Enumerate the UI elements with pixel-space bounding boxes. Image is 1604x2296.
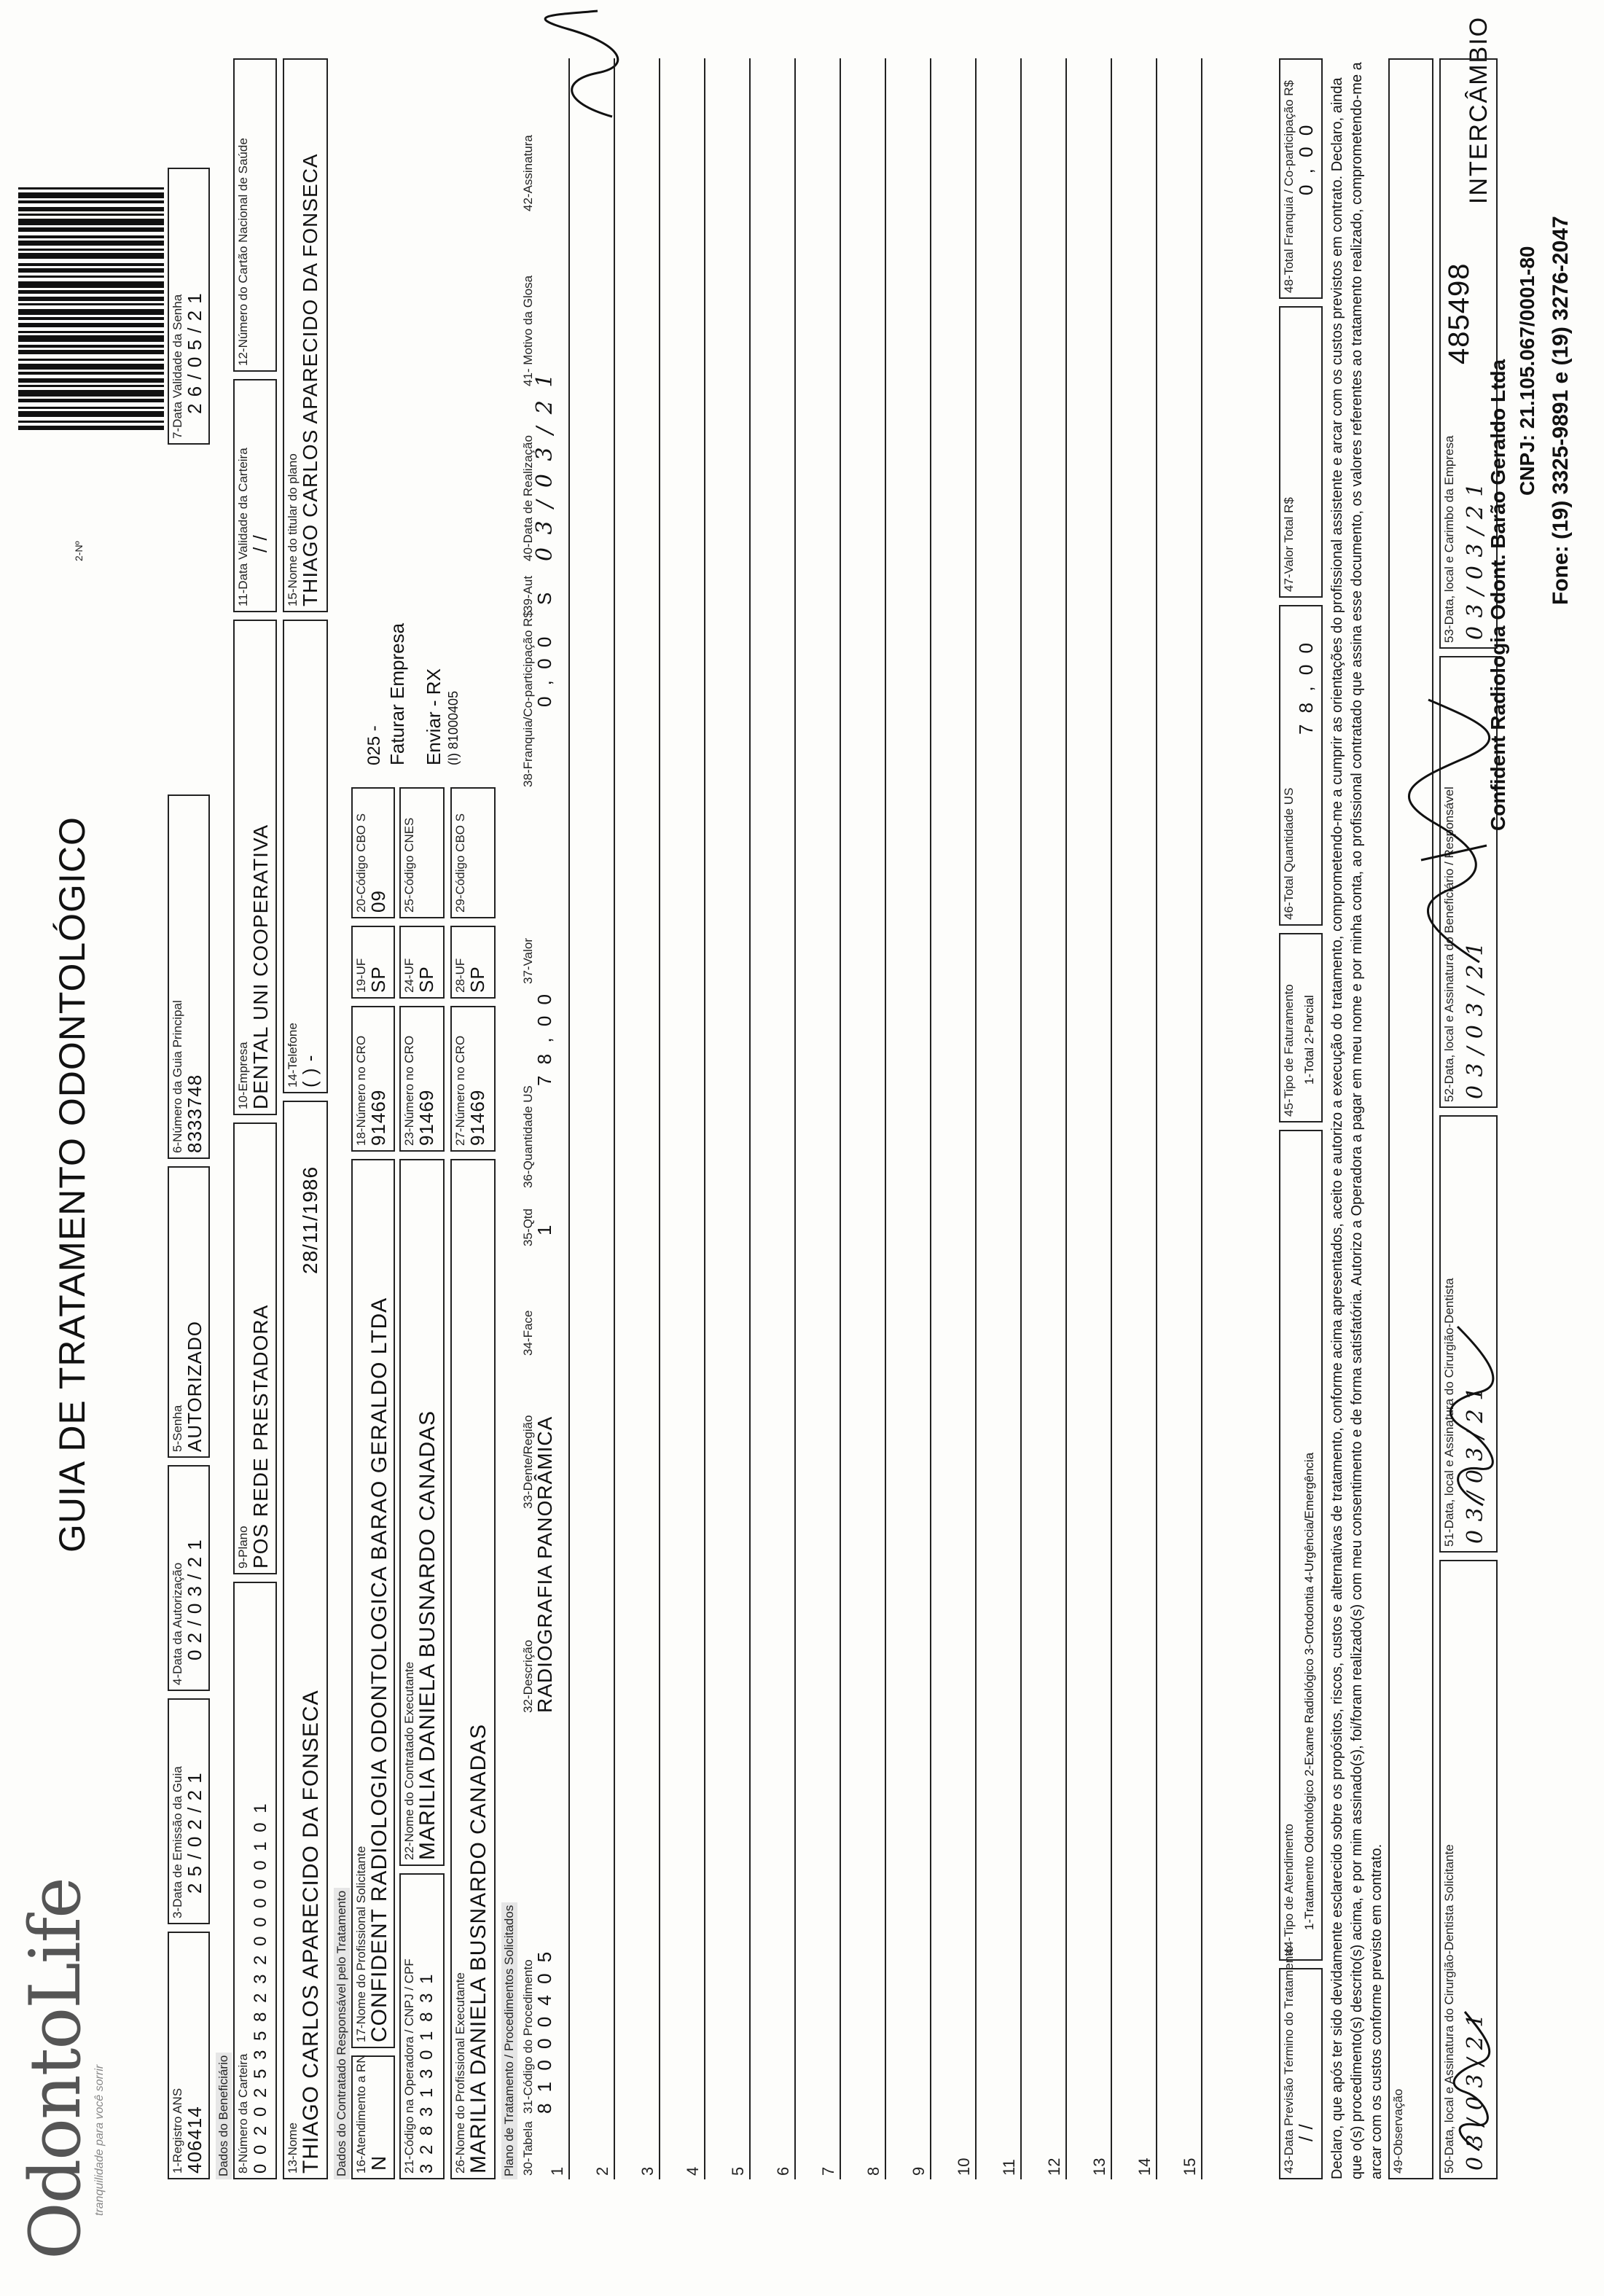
field-26-box: 26-Nome do Profissional Executante MARILIA DANIELA BUSNARDO CANADAS [450, 1159, 496, 2179]
row-number: 7 [819, 2166, 837, 2176]
th-assinatura: 42-Assinatura [521, 135, 535, 211]
end-forecast: / / [1295, 2123, 1317, 2141]
logo-tagline: tranquilidade para você sorrir [93, 2064, 106, 2216]
row1-franchise: 0 , 0 0 [533, 633, 555, 707]
table-row [794, 58, 796, 2179]
cro-professional: 91469 [466, 1089, 488, 1146]
field-50-box: 50-Data, local e Assinatura do Cirurgião-Dentista Solicitante 0 3 / 0 3 / 2 1 [1439, 1560, 1498, 2179]
billing-type-options: 1-Total 2-Parcial [1302, 995, 1316, 1085]
plan-holder-name: THIAGO CARLOS APARECIDO DA FONSECA [299, 153, 321, 606]
field-27-box: 27-Número no CRO 91469 [450, 1006, 496, 1152]
row1-code: 8 1 0 0 0 4 0 5 [533, 1948, 555, 2114]
form-title: GUIA DE TRATAMENTO ODONTOLÓGICO [52, 816, 93, 1553]
note-send: Enviar - RX [423, 668, 445, 765]
table-row [704, 58, 705, 2179]
field-44-box: 44-Tipo de Atendimento 1-Tratamento Odontológico 2-Exame Radiológico 3-Ortodontia 4-Urgência/Emergência [1279, 1130, 1323, 1961]
field-9-box: 9-Plano POS REDE PRESTADORA [233, 1122, 277, 1574]
th-face: 34-Face [521, 1310, 535, 1356]
row-number: 13 [1090, 2158, 1108, 2176]
section-treatment-plan: Plano de Tratamento / Procedimentos Solicitados [501, 1902, 517, 2179]
row-number: 10 [955, 2158, 973, 2176]
signature-dentist [1447, 1319, 1498, 1509]
executing-contractor: MARILIA DANIELA BUSNARDO CANADAS [415, 1410, 439, 1860]
row-number: 9 [909, 2166, 928, 2176]
row-number: 1 [548, 2166, 566, 2176]
table-row [1020, 58, 1022, 2179]
row-number: 2 [593, 2166, 611, 2176]
row1-us: 7 8 , 0 0 [533, 991, 555, 1086]
row-number: 12 [1045, 2158, 1063, 2176]
field-18-box: 18-Número no CRO 91469 [351, 1006, 395, 1152]
guide-number-label: 2-Nº [73, 541, 85, 561]
field-12-box: 12-Número do Cartão Nacional de Saúde [233, 58, 277, 372]
field-16-box: 16-Atendimento a RN N [351, 2055, 395, 2179]
field-10-box: 10-Empresa DENTAL UNI COOPERATIVA [233, 620, 277, 1115]
stamp-phone: Fone: (19) 3325-9891 e (19) 3276-2047 [1549, 216, 1573, 605]
attendance-type-options: 1-Tratamento Odontológico 2-Exame Radiológico 3-Ortodontia 4-Urgência/Emergência [1302, 1452, 1316, 1930]
plan: POS REDE PRESTADORA [249, 1304, 272, 1569]
field-7-box: 7-Data Validade da Senha 2 6 / 0 5 / 2 1 [168, 168, 210, 445]
row1-description: RADIOGRAFIA PANORÂMICA [533, 1416, 556, 1713]
th-valor: 37-Valor [521, 938, 535, 984]
table-row [840, 58, 841, 2179]
uf-professional: SP [466, 966, 488, 993]
registro-ans: 406414 [184, 2106, 206, 2174]
newborn-care: N [367, 2155, 390, 2171]
barcode [18, 124, 164, 430]
table-row [975, 58, 977, 2179]
field-20-box: 20-Código CBO S 09 [351, 787, 395, 918]
row-number: 11 [1000, 2159, 1018, 2176]
th-descricao: 32-Descrição [521, 1639, 535, 1713]
cro-contractor: 91469 [415, 1089, 437, 1146]
row-number: 14 [1135, 2158, 1154, 2176]
field-45-box: 45-Tipo de Faturamento 1-Total 2-Parcial [1279, 933, 1323, 1122]
card-validity: / / [249, 534, 271, 552]
th-codigo: 31-Código do Procedimento [521, 1959, 535, 2114]
operator-code: 3 2 8 3 1 3 0 1 8 3 1 [417, 1972, 437, 2174]
field-51-box: 51-Data, local e Assinatura do Cirurgião-Dentista 0 3 / 0 3 / 2 1 [1439, 1115, 1498, 1553]
patient-name: THIAGO CARLOS APARECIDO DA FONSECA [299, 1690, 323, 2174]
table-row [1065, 58, 1067, 2179]
field-24-box: 24-UF SP [399, 926, 445, 999]
cro-requesting: 91469 [367, 1089, 389, 1146]
row-number: 8 [864, 2166, 883, 2176]
field-17-box: 17-Nome do Profissional Solicitante CONFIDENT RADIOLOGIA ODONTOLOGICA BARAO GERALDO LTDA [351, 1159, 395, 2048]
field-29-box: 29-Código CBO S [450, 787, 496, 918]
th-qtd-us: 36-Quantidade US [521, 1085, 535, 1188]
note-billing: Faturar Empresa [386, 622, 408, 765]
authorization-date: 0 2 / 0 3 / 2 1 [184, 1539, 206, 1660]
requesting-professional: CONFIDENT RADIOLOGIA ODONTOLOGICA BARAO GERALDO LTDA [367, 1297, 391, 2042]
issue-date: 2 5 / 0 2 / 2 1 [184, 1772, 206, 1894]
field-4-box: 4-Data da Autorização 0 2 / 0 3 / 2 1 [168, 1465, 210, 1691]
company: DENTAL UNI COOPERATIVA [249, 824, 272, 1109]
row-number: 15 [1181, 2158, 1199, 2176]
row-number: 6 [774, 2166, 792, 2176]
section-contracted: Dados do Contratado Responsável pelo Tratamento [334, 1888, 350, 2179]
odontolife-logo: OdontoLife [15, 1878, 96, 2260]
section-beneficiary: Dados do Beneficiário [216, 2053, 232, 2179]
row-number: 3 [638, 2166, 657, 2176]
table-row [1111, 58, 1112, 2179]
field-15-box: 15-Nome do titular do plano THIAGO CARLOS APARECIDO DA FONSECA [283, 58, 328, 612]
card-number: 0 0 2 0 2 5 3 5 8 2 3 2 0 0 0 0 0 1 0 1 [251, 1801, 270, 2174]
beneficiary-date: 0 3 / 0 3 / 2 1 [1463, 941, 1488, 1099]
signature-row1 [554, 7, 627, 124]
field-5-box: 5-Senha AUTORIZADO [168, 1166, 210, 1458]
field-11-box: 11-Data Validade da Carteira / / [233, 379, 277, 612]
field-1-box: 1-Registro ANS 406414 [168, 1932, 210, 2179]
field-8-box: 8-Número da Carteira 0 0 2 0 2 5 3 5 8 2 3 2 0 0 0 0 0 1 0 1 [233, 1582, 277, 2179]
field-43-box: 43-Data Previsão Término do Tratamento / / [1279, 1968, 1323, 2179]
row1-qty: 1 [533, 1224, 555, 1235]
row-number: 5 [729, 2166, 747, 2176]
declaration-text: Declaro, que após ter sido devidamente esclarecido sobre os propósitos, riscos, custos e alternativas de tratamento, conforme acima apresentados, aceito e autorizo a execução do tratamento, comprometendo-me a cumprir as orientações do profissional assistente e arcar com os custos previstos em contrato. Declaro, ainda que o(s) procedimento(s) descrito(s) acima, e por mim assinado(s), foi/foram realizado(s) com meu consentimento e de forma satisfatória. Autorizo a Operadora a pagar em meu nome e por minha conta, ao profissional contratado que assina esse documento, os valores referentes ao tratamento realizado, comprometendo-me a arcar com os custos conforme previsto em contrato. [1329, 62, 1385, 2179]
table-row [1156, 58, 1157, 2179]
uf-requesting: SP [367, 966, 389, 993]
th-glosa: 41- Motivo da Glosa [521, 275, 535, 386]
table-row [659, 58, 660, 2179]
password: AUTORIZADO [184, 1321, 206, 1452]
guide-number: 485498 [1443, 262, 1475, 364]
field-6-box: 6-Número da Guia Principal 8333748 [168, 794, 210, 1159]
executing-professional: MARILIA DANIELA BUSNARDO CANADAS [466, 1723, 490, 2174]
total-franchise: 0 , 0 0 [1295, 122, 1317, 195]
signature-requesting-dentist [1450, 1997, 1494, 2158]
requesting-dentist-date: 0 3 / 0 3 / 2 1 [1463, 2012, 1488, 2171]
table-row [568, 58, 570, 2179]
th-qtd: 35-Qtd [521, 1208, 535, 1246]
field-19-box: 19-UF SP [351, 926, 395, 999]
table-row [749, 58, 751, 2179]
note-reference: (I) 81000405 [446, 690, 461, 765]
total-us: 7 8 , 0 0 [1295, 640, 1317, 735]
field-28-box: 28-UF SP [450, 926, 496, 999]
field-52-box: 52-Data, local e Assinatura do Beneficiário / Responsável 0 3 / 0 3 / 2 1 [1439, 656, 1498, 1108]
field-13-box: 13-Nome THIAGO CARLOS APARECIDO DA FONSECA 28/11/1986 [283, 1101, 328, 2179]
field-46-box: 46-Total Quantidade US 7 8 , 0 0 [1279, 605, 1323, 926]
field-14-box: 14-Telefone ( ) - [283, 620, 328, 1093]
table-row [885, 58, 886, 2179]
table-row [614, 58, 615, 2179]
th-aut: 39-Aut [521, 575, 535, 612]
table-row [1201, 58, 1202, 2179]
signature-beneficiary [1407, 692, 1494, 969]
cbo-requesting: 09 [367, 890, 389, 913]
field-21-box: 21-Código na Operadora / CNPJ / CPF 3 2 8 3 1 3 0 1 8 3 1 [399, 1873, 445, 2179]
dentist-date: 0 3 / 0 3 / 2 1 [1463, 1386, 1488, 1544]
field-47-box: 47-Valor Total R$ [1279, 306, 1323, 598]
password-validity: 2 6 / 0 5 / 2 1 [184, 292, 206, 414]
th-franquia: 38-Franquia/Co-participação R$ [521, 611, 535, 787]
note-code: 025 - [364, 725, 384, 765]
birth-date: 28/11/1986 [299, 1165, 321, 1274]
th-data: 40-Data de Realização [521, 435, 535, 561]
field-49-box: 49-Observação [1388, 58, 1433, 2179]
field-3-box: 3-Data de Emissão da Guia 2 5 / 0 2 / 2 1 [168, 1698, 210, 1924]
row1-date: 0 3 / 0 3 / 2 1 [532, 370, 558, 561]
guide-type: INTERCÂMBIO [1465, 15, 1492, 204]
row1-aut: S [533, 591, 555, 605]
table-row [930, 58, 931, 2179]
th-dente: 33-Dente/Região [521, 1415, 535, 1509]
field-25-box: 25-Código CNES [399, 787, 445, 918]
company-stamp-date: 0 3 / 0 3 / 2 1 [1463, 482, 1488, 640]
uf-contractor: SP [415, 966, 437, 993]
row-number: 4 [684, 2166, 702, 2176]
phone: ( ) - [299, 1054, 321, 1088]
stamp-cnpj: CNPJ: 21.105.067/0001-80 [1516, 246, 1538, 496]
field-48-box: 48-Total Franquia / Co-participação R$ 0 , 0 0 [1279, 58, 1323, 299]
main-guide-number: 8333748 [184, 1074, 206, 1153]
field-23-box: 23-Número no CRO 91469 [399, 1006, 445, 1152]
stamp-company-name: Confident Radiologia Odont. Barão Geraldo Ltda [1487, 359, 1509, 831]
th-tabela: 30-Tabela [521, 2121, 535, 2176]
field-22-box: 22-Nome do Contratado Executante MARILIA DANIELA BUSNARDO CANADAS [399, 1159, 445, 1866]
field-53-box: 53-Data, local e Carimbo da Empresa 0 3 / 0 3 / 2 1 [1439, 58, 1498, 649]
